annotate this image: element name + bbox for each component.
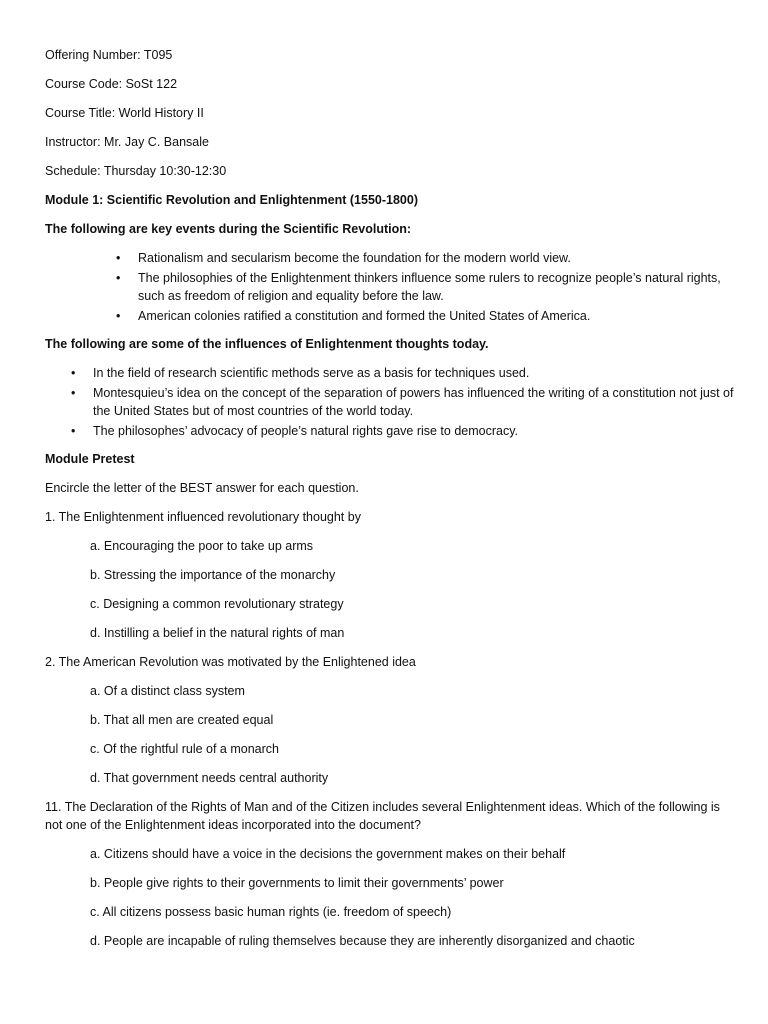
course-code: Course Code: SoSt 122 (45, 77, 178, 91)
question-text: 2. The American Revolution was motivated by the Enlightened idea (45, 655, 416, 669)
question-11 (45, 798, 735, 950)
key-events-list (138, 249, 735, 325)
module-title: Module 1: Scientific Revolution and Enlightenment (1550-1800) (45, 193, 418, 207)
pretest-instructions: Encircle the letter of the BEST answer for each question. (45, 481, 359, 495)
answer-option[interactable]: b. That all men are created equal (90, 713, 274, 727)
answer-option[interactable]: c. Designing a common revolutionary strategy (90, 597, 344, 611)
question-2 (45, 653, 735, 787)
answer-option[interactable]: d. People are incapable of ruling themselves because they are inherently disorganized and chaotic (90, 934, 635, 948)
question-1 (45, 508, 735, 642)
answer-option[interactable]: c. Of the rightful rule of a monarch (90, 742, 279, 756)
influences-heading: The following are some of the influences of Enlightenment thoughts today. (45, 337, 489, 351)
answer-option[interactable]: d. Instilling a belief in the natural rights of man (90, 626, 345, 640)
key-events-heading: The following are key events during the Scientific Revolution: (45, 222, 412, 236)
list-item: • The philosophes’ advocacy of people’s natural rights gave rise to democracy. (93, 422, 735, 440)
list-item: • American colonies ratified a constitution and formed the United States of America. (138, 307, 735, 325)
pretest-title: Module Pretest (45, 452, 135, 466)
answer-option[interactable]: a. Of a distinct class system (90, 684, 245, 698)
answer-option[interactable]: b. Stressing the importance of the monarchy (90, 568, 336, 582)
question-text: 11. The Declaration of the Rights of Man and of the Citizen includes several Enlightenment ideas. Which of the following is not one of the Enlightenment ideas incorporated into the document? (45, 800, 720, 832)
list-item: • In the field of research scientific methods serve as a basis for techniques used. (93, 364, 735, 382)
course-title: Course Title: World History II (45, 106, 204, 120)
answer-option[interactable]: b. People give rights to their governments to limit their governments’ power (90, 876, 504, 890)
offering-number: Offering Number: T095 (45, 48, 173, 62)
list-item: • Rationalism and secularism become the foundation for the modern world view. (138, 249, 735, 267)
question-text: 1. The Enlightenment influenced revolutionary thought by (45, 510, 361, 524)
answer-option[interactable]: c. All citizens possess basic human rights (ie. freedom of speech) (90, 905, 452, 919)
instructor: Instructor: Mr. Jay C. Bansale (45, 135, 209, 149)
document-page (45, 46, 735, 961)
answer-option[interactable]: a. Citizens should have a voice in the decisions the government makes on their behalf (90, 847, 566, 861)
answer-option[interactable]: d. That government needs central authority (90, 771, 329, 785)
list-item: • Montesquieu’s idea on the concept of the separation of powers has influenced the writing of a constitution not just of the United States but of most countries of the world today. (93, 384, 735, 420)
influences-list (93, 364, 735, 440)
schedule: Schedule: Thursday 10:30-12:30 (45, 164, 227, 178)
answer-option[interactable]: a. Encouraging the poor to take up arms (90, 539, 314, 553)
list-item: • The philosophies of the Enlightenment thinkers influence some rulers to recognize people’s natural rights, such as freedom of religion and equality before the law. (138, 269, 735, 305)
